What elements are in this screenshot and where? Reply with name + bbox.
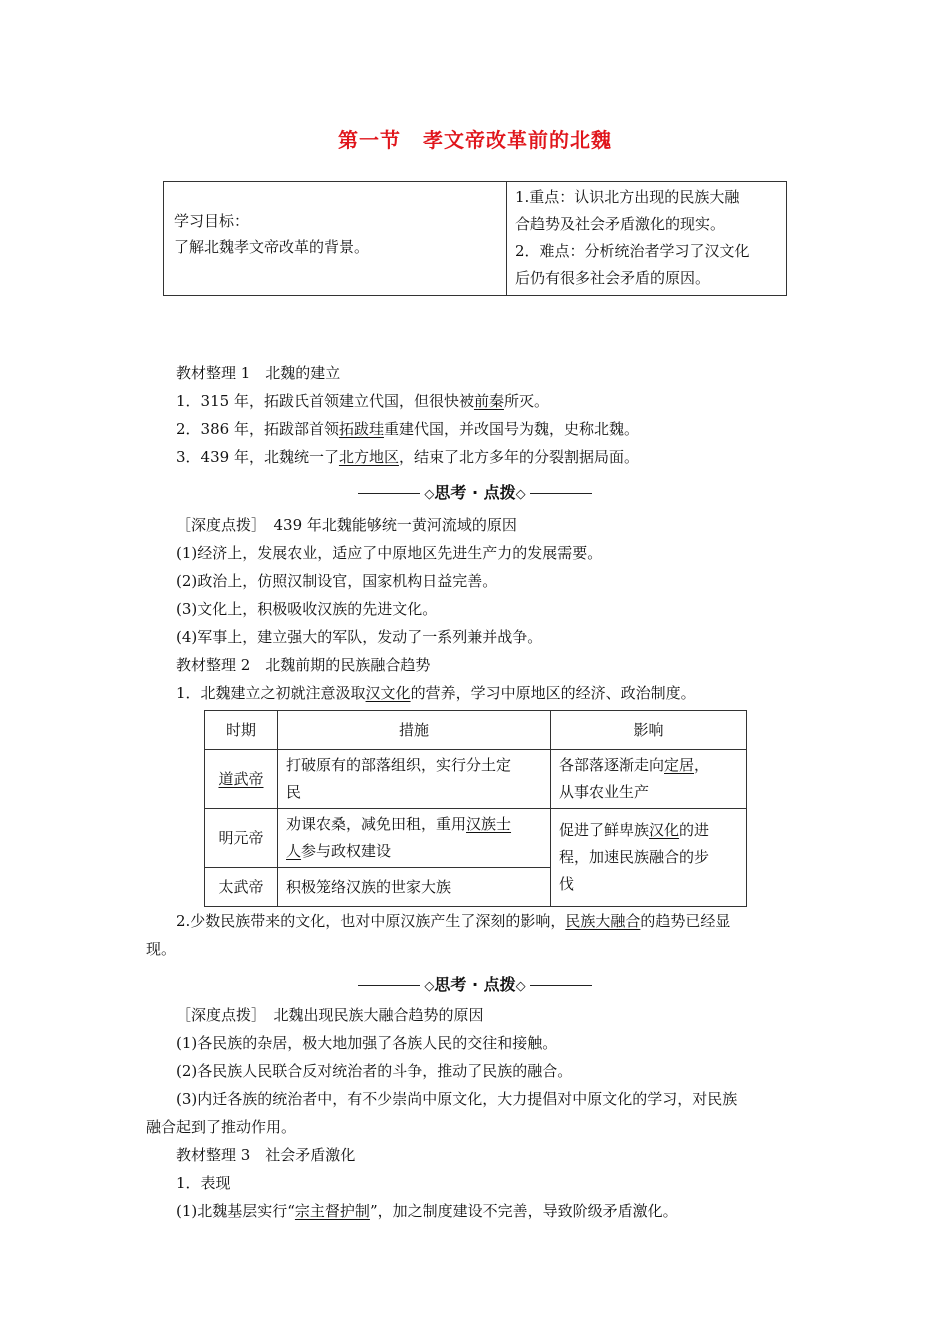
diamond-icon: ◇ [515,979,526,994]
insight1-item: (4)军事上，建立强大的军队，发动了一系列兼并战争。 [176,628,543,646]
underlined-answer: 汉化 [649,821,680,839]
measures-table [204,710,747,907]
section-name: 孝文帝改革前的北魏 [423,128,612,152]
separator-rule [530,493,592,494]
section1-line2: 2．386 年，拓跋部首领拓跋珪重建代国，并改国号为魏，史称北魏。 [176,420,639,438]
goals-point-line: 后仍有很多社会矛盾的原因。 [515,269,711,287]
section1-line1: 1．315 年，拓跋氏首领建立代国，但很快被前秦所灭。 [176,392,549,410]
underlined-answer: 汉文化 [365,684,411,702]
insight1-item: (1)经济上，发展农业，适应了中原地区先进生产力的发展需要。 [176,544,603,562]
insight1-heading: ［深度点拨］ 439 年北魏能够统一黄河流域的原因 [176,516,517,534]
period-cell: 道武帝 [205,750,278,809]
measure-cell: 劝课农桑，减免田租，重用汉族士 人参与政权建设 [278,809,551,868]
effect-cell: 各部落逐渐走向定居， 从事农业生产 [551,750,747,809]
insight1-item: (2)政治上，仿照汉制设官，国家机构日益完善。 [176,572,498,590]
page-title [0,124,950,153]
underlined-answer: 拓跋珪 [338,420,384,438]
underlined-answer: 北方地区 [338,448,399,466]
separator-rule [530,985,592,986]
section3-line1: (1)北魏基层实行“宗主督护制”，加之制度建设不完善，导致阶级矛盾激化。 [176,1202,678,1220]
goals-point-line: 2．难点：分析统治者学习了汉文化 [515,242,750,260]
table-header: 时期 [205,711,278,750]
section1-heading: 教材整理 1 北魏的建立 [176,364,341,382]
underlined-answer: 前秦 [473,392,504,410]
learning-goals-table [163,181,787,296]
goals-label: 学习目标： [174,212,250,230]
think-separator: ◇思考 · 点拨◇ [0,480,950,503]
goals-right-cell [507,182,786,295]
section2-line2-cont: 现。 [146,940,177,958]
period-cell: 太武帝 [205,868,278,907]
diamond-icon: ◇ [515,487,526,502]
section3-subheading: 1．表现 [176,1174,231,1192]
table-row [205,750,747,809]
insight2-item: (1)各民族的杂居，极大地加强了各族人民的交往和接触。 [176,1034,558,1052]
think-separator: ◇思考 · 点拨◇ [0,972,950,995]
table-header-row [205,711,747,750]
table-header: 措施 [278,711,551,750]
insight2-item: (3)内迁各族的统治者中，有不少崇尚中原文化，大力提倡对中原文化的学习，对民族 [176,1090,738,1108]
insight2-heading: ［深度点拨］ 北魏出现民族大融合趋势的原因 [176,1006,484,1024]
section1-line3: 3．439 年，北魏统一了北方地区，结束了北方多年的分裂割据局面。 [176,448,639,466]
section-number: 第一节 [338,128,401,152]
underlined-answer: 汉族士 [466,815,512,833]
separator-rule [358,985,420,986]
diamond-icon: ◇ [424,487,435,502]
underlined-answer: 定居 [664,756,695,774]
table-header: 影响 [551,711,747,750]
section3-heading: 教材整理 3 社会矛盾激化 [176,1146,356,1164]
underlined-answer: 人 [286,842,302,860]
insight1-item: (3)文化上，积极吸收汉族的先进文化。 [176,600,438,618]
goals-point-line: 合趋势及社会矛盾激化的现实。 [515,215,726,233]
separator-rule [358,493,420,494]
effect-cell: 促进了鲜卑族汉化的进 程，加速民族融合的步 伐 [551,809,747,907]
measure-cell: 积极笼络汉族的世家大族 [278,868,551,907]
goals-left-cell [164,182,507,295]
insight2-item-cont: 融合起到了推动作用。 [146,1118,297,1136]
goals-point-line: 1.重点：认识北方出现的民族大融 [515,188,740,206]
section2-line1: 1．北魏建立之初就注意汲取汉文化的营养，学习中原地区的经济、政治制度。 [176,684,696,702]
underlined-answer: 宗主督护制 [294,1202,370,1220]
diamond-icon: ◇ [424,979,435,994]
goals-text: 了解北魏孝文帝改革的背景。 [174,238,370,256]
underlined-answer: 民族大融合 [565,912,641,930]
table-row [205,809,747,868]
section2-line2: 2.少数民族带来的文化，也对中原汉族产生了深刻的影响，民族大融合的趋势已经显 [176,912,731,930]
insight2-item: (2)各民族人民联合反对统治者的斗争，推动了民族的融合。 [176,1062,573,1080]
measure-cell: 打破原有的部落组织，实行分土定 民 [278,750,551,809]
section2-heading: 教材整理 2 北魏前期的民族融合趋势 [176,656,431,674]
period-cell: 明元帝 [205,809,278,868]
